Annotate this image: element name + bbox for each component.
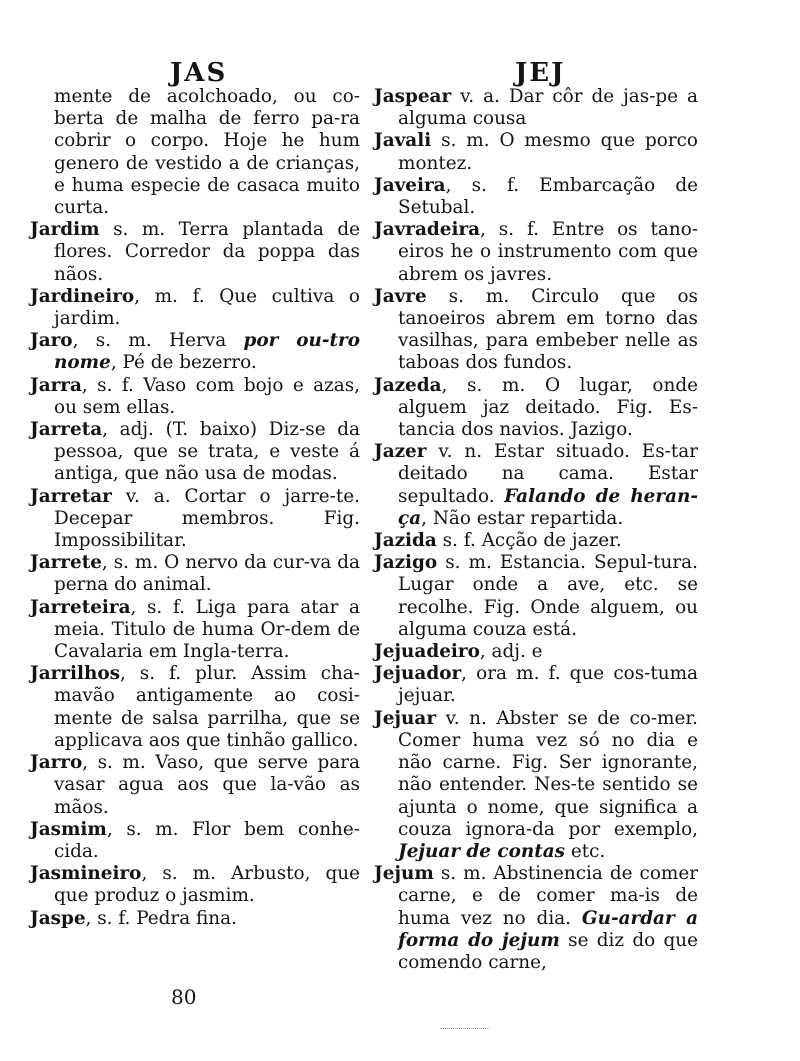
entry-headword: Jejuador	[374, 663, 462, 685]
dictionary-entry	[374, 375, 698, 442]
entry-headword: Jardim	[30, 219, 100, 241]
entry-headword: Jasmineiro	[30, 863, 142, 885]
entry-definition: , s. m. Flor bem conhe-cida.	[54, 818, 360, 862]
entry-definition: , s. m. O nervo da cur-va da perna do animal.	[54, 552, 360, 596]
entry-definition: , ora m. f. que cos-tuma jejuar.	[398, 663, 698, 707]
entry-definition: s. m. Circulo que os tanoeiros abrem em torno das vasilhas, para embeber nelle as taboas dos fundos.	[398, 285, 698, 374]
entry-headword: Javeira	[374, 174, 446, 196]
entry-headword: Jejuadeiro	[374, 641, 480, 663]
entry-definition: , adj. e	[479, 641, 543, 663]
dictionary-entry	[374, 663, 698, 707]
entry-definition: s. m. Estancia. Sepul-tura. Lugar onde a ave, etc. se recolhe. Fig. Onde alguem, ou alguma couza está.	[398, 552, 698, 640]
dictionary-entry	[374, 175, 698, 219]
dictionary-entry	[30, 486, 360, 553]
entry-headword: Jarro	[30, 752, 83, 774]
entry-headword: Jazeda	[374, 374, 442, 396]
entry-headword: Jazer	[374, 441, 427, 463]
dictionary-entry	[30, 419, 360, 486]
dictionary-entry	[30, 330, 360, 374]
entry-definition-tail: , Pé de bezerro.	[110, 352, 257, 374]
entry-headword: Jardineiro	[30, 285, 135, 307]
dictionary-entry	[30, 219, 360, 286]
entry-headword: Jarreta	[30, 419, 103, 441]
entry-headword: Javre	[374, 285, 427, 307]
entry-italic-phrase: Gu-ardar a forma do jejum	[398, 907, 698, 951]
entry-definition: v. n. Estar situado. Es-tar deitado na cama. Estar sepultado.	[398, 441, 698, 507]
dictionary-entry	[374, 863, 698, 974]
dictionary-entry	[30, 863, 360, 907]
entry-definition: , s. m. Arbusto, que que produz o jasmim.	[54, 863, 360, 907]
entry-headword: Jasmim	[30, 818, 107, 840]
entry-definition: , adj. (T. baixo) Diz-se da pessoa, que se trata, e veste á antiga, que não usa de modas.	[54, 419, 360, 485]
entry-definition: , s. f. Liga para atar a meia. Titulo de huma Or-dem de Cavalaria em Ingla-terra.	[54, 596, 360, 663]
dictionary-entry	[30, 908, 360, 930]
left-column	[30, 86, 360, 930]
entry-italic-phrase: por ou-tro nome	[54, 330, 360, 374]
entry-italic-phrase: Falando de heran-ça	[398, 485, 698, 529]
dictionary-entry	[374, 130, 698, 174]
entry-definition: s. m. Abstinencia de comer carne, e de comer ma-is de huma vez no dia.	[398, 863, 698, 929]
dictionary-entry	[30, 375, 360, 419]
entry-definition: v. a. Dar côr de jas-pe a alguma cousa	[398, 86, 698, 130]
entry-definition: , s. m. O lugar, onde alguem jaz deitado. Fig. Es-tancia dos navios. Jazigo.	[398, 374, 698, 441]
entry-italic-phrase: Jejuar de contas	[398, 840, 565, 862]
dictionary-entry	[30, 819, 360, 863]
dictionary-entry	[374, 219, 698, 286]
page-number: 80	[171, 985, 197, 1009]
entry-definition: , s. f. Entre os tano-eiros he o instrumento com que abrem os javres.	[398, 219, 698, 285]
dictionary-entry	[374, 552, 698, 641]
entry-headword: Javali	[374, 130, 432, 152]
dictionary-entry	[30, 86, 360, 219]
entry-headword: Jarrete	[30, 552, 102, 574]
dictionary-entry	[374, 441, 698, 530]
entry-headword: Jaspear	[374, 86, 452, 107]
dictionary-entry	[30, 552, 360, 596]
entry-headword: Jaspe	[30, 907, 86, 929]
entry-definition: , s. f. plur. Assim cha-mavão antigamente ao cosi-mente de salsa parrilha, que se applicava aos que tinhão gallico.	[54, 663, 360, 751]
entry-headword: Jarrilhos	[30, 663, 120, 685]
right-running-head: JEJ	[515, 58, 566, 88]
dictionary-entry	[374, 86, 698, 130]
dictionary-entry	[374, 708, 698, 863]
dictionary-entry	[374, 286, 698, 375]
entry-definition: , s. f. Pedra fina.	[85, 907, 237, 929]
dictionary-entry	[30, 752, 360, 819]
entry-definition: mente de acolchoado, ou co-berta de malha de ferro pa-ra cobrir o corpo. Hoje he hum genero de vestido a de crianças, e huma especie de casaca muito curta.	[54, 86, 360, 219]
dictionary-entry	[374, 530, 698, 552]
entry-definition: v. n. Abster se de co-mer. Comer huma vez só no dia e não carne. Fig. Ser ignorante, não entender. Nes-te sentido se ajunta o nome, que significa a couza ignora-da por exemplo,	[398, 707, 698, 840]
entry-headword: Jarreteira	[30, 596, 131, 618]
entry-definition: v. a. Cortar o jarre-te. Decepar membros. Fig. Impossibilitar.	[54, 485, 360, 552]
entry-definition: , s. f. Vaso com bojo e azas, ou sem ellas.	[54, 374, 360, 418]
entry-definition: , m. f. Que cultiva o jardim.	[54, 285, 360, 330]
dictionary-entry	[30, 286, 360, 330]
entry-headword: Jejum	[374, 863, 434, 885]
entry-headword: Jaro	[30, 330, 73, 352]
entry-definition: , s. f. Embarcação de Setubal.	[398, 174, 698, 219]
left-running-head: JAS	[170, 58, 228, 88]
entry-definition-tail: , Não estar repartida.	[421, 507, 624, 529]
dictionary-entry	[374, 641, 698, 663]
bottom-mark	[440, 1028, 490, 1030]
right-column	[374, 86, 698, 974]
entry-definition-tail: etc.	[565, 840, 606, 862]
entry-headword: Jarra	[30, 374, 82, 396]
entry-definition: , s. m. Vaso, que serve para vasar agua aos que la-vão as mãos.	[54, 752, 360, 818]
entry-headword: Javradeira	[374, 219, 481, 241]
entry-definition: s. f. Acção de jazer.	[436, 530, 622, 552]
dictionary-entry	[30, 663, 360, 752]
entry-definition: , s. m. Herva	[72, 330, 244, 352]
entry-headword: Jarretar	[30, 485, 112, 507]
dictionary-entry	[30, 597, 360, 664]
entry-headword: Jazigo	[374, 552, 438, 574]
entry-headword: Jejuar	[374, 707, 437, 729]
entry-definition: s. m. Terra plantada de flores. Corredor da poppa das nãos.	[54, 219, 360, 285]
entry-headword: Jazida	[374, 530, 437, 552]
entry-definition: s. m. O mesmo que porco montez.	[398, 130, 698, 174]
entry-definition-tail: se diz do que comendo carne,	[398, 929, 698, 973]
